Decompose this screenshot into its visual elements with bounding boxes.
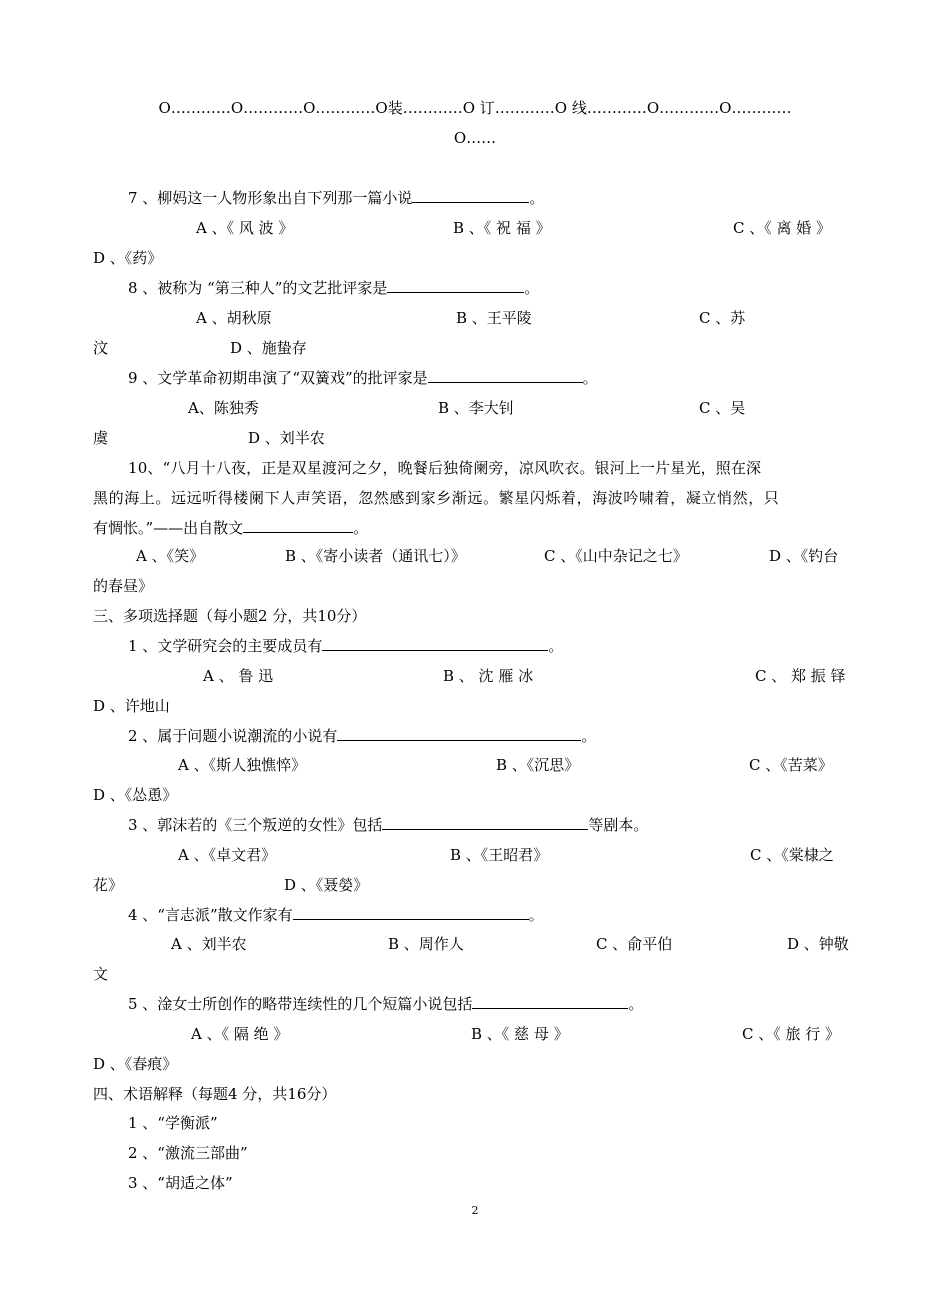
answer-blank (428, 368, 583, 383)
option-b: B 、李大钊 (438, 399, 514, 417)
section-4-title: 四、术语解释（每题4 分，共16分） (93, 1085, 337, 1103)
answer-blank (337, 726, 581, 741)
binding-line: O…………O…………O…………O装…………O 订…………O 线…………O…………O………… (158, 99, 792, 117)
option-d: D 、《春痕》 (93, 1055, 178, 1073)
option-a: A 、《 风 波 》 (196, 219, 294, 237)
option-b: B 、《王昭君》 (450, 846, 549, 864)
option-c: C 、《山中杂记之七》 (544, 547, 688, 565)
multi-question-5-stem: 5 、淦女士所创作的略带连续性的几个短篇小说包括 。 (128, 995, 644, 1013)
multi-question-1-stem: 1 、文学研究会的主要成员有 。 (128, 637, 564, 655)
option-b: B 、王平陵 (456, 309, 532, 327)
question-7-stem: 7 、柳妈这一人物形象出自下列那一篇小说 。 (128, 189, 545, 207)
option-d-continued: 文 (93, 965, 109, 983)
multi-question-2-stem: 2 、属于问题小说潮流的小说有 。 (128, 727, 597, 745)
option-d: D 、《怂恿》 (93, 786, 178, 804)
option-a: A 、 鲁 迅 (203, 667, 274, 685)
option-c-continued: 汶 (93, 339, 109, 357)
option-a: A 、《 隔 绝 》 (191, 1025, 289, 1043)
answer-blank (243, 518, 353, 533)
page-number: 2 (471, 1204, 479, 1217)
multi-question-3-stem: 3 、郭沫若的《三个叛逆的女性》包括 等剧本。 (128, 816, 649, 834)
question-10-line: 有惆怅。”——出自散文 。 (93, 519, 369, 537)
option-d: D 、《钓台 (769, 547, 839, 565)
option-a: A、陈独秀 (188, 399, 259, 417)
option-c-continued: 花》 (93, 876, 124, 894)
option-b: B 、《沉思》 (496, 756, 580, 774)
option-d: D 、施蛰存 (230, 339, 307, 357)
answer-blank (382, 815, 588, 830)
option-c-continued: 虞 (93, 429, 109, 447)
option-c: C 、《 旅 行 》 (742, 1025, 841, 1043)
option-b: B 、周作人 (388, 935, 464, 953)
option-b: B 、《寄小读者（通讯七）》 (285, 547, 466, 565)
option-a: A 、刘半农 (171, 935, 247, 953)
option-d: D 、《聂嫈》 (284, 876, 369, 894)
question-10-line: 10、“八月十八夜，正是双星渡河之夕，晚餐后独倚阑旁，凉风吹衣。银河上一片星光，照在深 (128, 459, 762, 477)
option-c: C 、《棠棣之 (750, 846, 834, 864)
question-8-stem: 8 、被称为 “第三种人”的文艺批评家是 。 (128, 279, 540, 297)
option-a: A 、《斯人独憔悴》 (178, 756, 307, 774)
option-d-continued: 的春昼》 (93, 577, 154, 595)
option-a: A 、《卓文君》 (178, 846, 277, 864)
option-c: C 、吴 (699, 399, 746, 417)
option-d: D 、许地山 (93, 697, 170, 715)
question-9-stem: 9 、文学革命初期串演了“双簧戏”的批评家是 。 (128, 369, 598, 387)
option-c: C 、苏 (699, 309, 746, 327)
option-c: C 、《 离 婚 》 (733, 219, 832, 237)
answer-blank (412, 188, 529, 203)
option-b: B 、 沈 雁 冰 (443, 667, 534, 685)
option-d: D 、刘半农 (248, 429, 325, 447)
term-item: 3 、“胡适之体” (128, 1174, 233, 1192)
question-10-line: 黑的海上。远远听得楼阑下人声笑语，忽然感到家乡渐远。繁星闪烁着，海波吟啸着，凝立悄然，只 (93, 489, 780, 507)
section-3-title: 三、多项选择题（每小题2 分，共10分） (93, 607, 367, 625)
answer-blank (322, 636, 548, 651)
answer-blank (387, 278, 524, 293)
term-item: 1 、“学衡派” (128, 1114, 218, 1132)
binding-line-cont: O…… (453, 129, 497, 147)
option-d: D 、钟敬 (787, 935, 849, 953)
option-d: D 、《药》 (93, 249, 163, 267)
multi-question-4-stem: 4 、“言志派”散文作家有 。 (128, 906, 544, 924)
term-item: 2 、“激流三部曲” (128, 1144, 248, 1162)
option-c: C 、《苦菜》 (749, 756, 833, 774)
option-c: C 、 郑 振 铎 (755, 667, 846, 685)
option-b: B 、《 祝 福 》 (453, 219, 551, 237)
option-a: A 、胡秋原 (196, 309, 272, 327)
answer-blank (472, 994, 628, 1009)
answer-blank (293, 905, 529, 920)
option-c: C 、俞平伯 (596, 935, 673, 953)
option-b: B 、《 慈 母 》 (471, 1025, 569, 1043)
option-a: A 、《笑》 (136, 547, 205, 565)
